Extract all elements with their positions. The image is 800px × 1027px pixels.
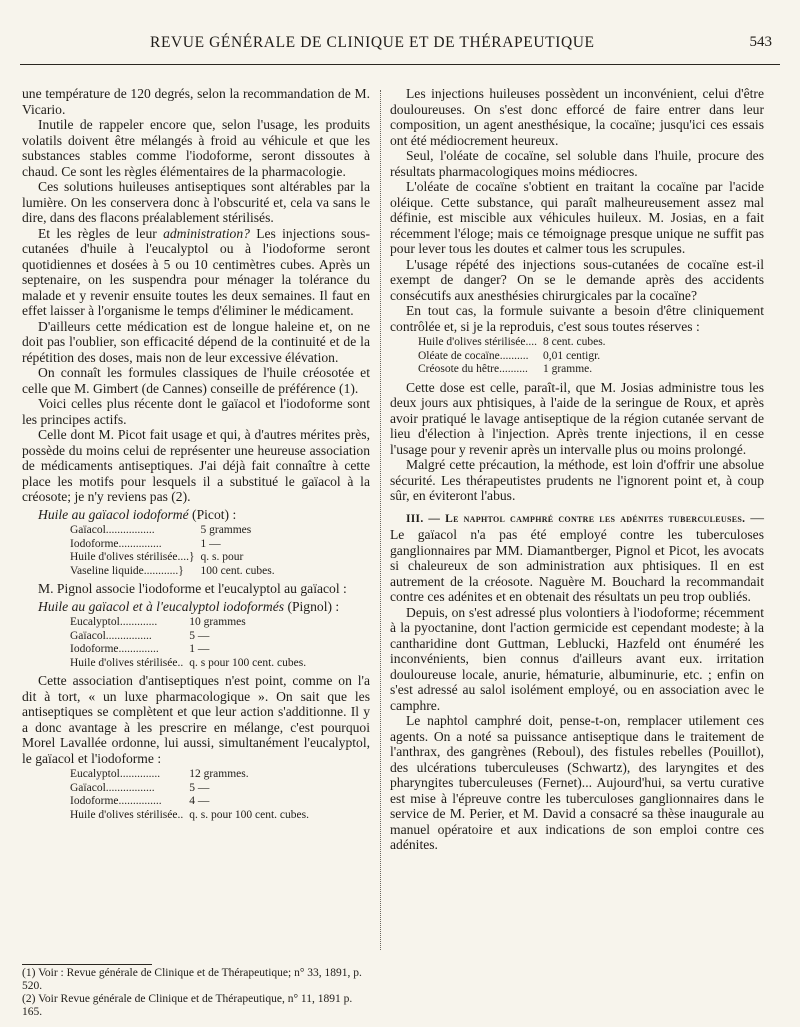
journal-title: REVUE GÉNÉRALE DE CLINIQUE ET DE THÉRAPEUTIQUE — [150, 34, 595, 51]
formula-title — [22, 507, 370, 523]
paragraph: En tout cas, la formule suivante a besoin d'être cliniquement contrôlée et, si je la reproduis, c'est sous toutes réserves : — [390, 303, 764, 334]
formula-table — [70, 616, 312, 670]
quantity: 4 — — [189, 795, 210, 807]
formula-row — [70, 657, 312, 671]
paragraph: Les injections huileuses possèdent un inconvénient, celui d'être douloureuses. On s'est donc efforcé de faire entrer dans leur composition, un agent anesthésique, la cocaïne; jusqu'ici ces essais ont été médiocrement heureux. — [390, 86, 764, 148]
ingredient: Eucalyptol............. — [70, 616, 158, 628]
quantity: q. s. pour 100 cent. cubes. — [189, 808, 309, 821]
section-paragraph — [390, 510, 764, 605]
ingredient: Oléate de cocaïne.......... — [418, 349, 529, 362]
footnote: (2) Voir Revue générale de Clinique et de Thérapeutique, n° 11, 1891 p. 165. — [22, 993, 353, 1018]
paragraph: Seul, l'oléate de cocaïne, sel soluble dans l'huile, procure des résultats pharmacologiques moins médiocres. — [390, 148, 764, 179]
ingredient: Huile d'olives stérilisée.... — [418, 336, 537, 348]
ingredient: Créosote du hêtre.......... — [418, 363, 528, 375]
column-divider — [380, 90, 381, 950]
ingredient: Iodoforme............... — [70, 795, 162, 807]
formula-row — [70, 524, 281, 538]
formula-author: (Pignol) : — [284, 598, 340, 614]
paragraph: Cette association d'antiseptiques n'est point, comme on l'a dit à tort, « un luxe pharmacologique ». On sait que les antiseptiques se complètent et que leur action s'additionne. Il y a donc avantage à les prescrire en mélange, c'est pourquoi Morel Lavallée ordonne, lui aussi, simultanément l'eucalyptol, le gaïacol et l'iodoforme : — [22, 673, 370, 766]
formula-row — [70, 795, 315, 809]
formula-row — [70, 616, 312, 630]
ingredient: Gaïacol................. — [70, 524, 155, 536]
quantity: 1 — — [200, 537, 221, 550]
quantity: 10 grammes — [189, 616, 246, 628]
paragraph: Malgré cette précaution, la méthode, est loin d'offrir une absolue sécurité. Les thérapeutistes prudents ne l'ignorent point et, à coup sûr, en éviteront l'abus. — [390, 457, 764, 503]
ingredient: Huile d'olives stérilisée.. — [70, 656, 184, 669]
quantity: 1 — — [189, 643, 210, 655]
text-run: Et les règles de leur — [38, 225, 164, 241]
paragraph: On connaît les formules classiques de l'huile créosotée et celle que M. Gimbert (de Cannes) conseille de préférence (1). — [22, 365, 370, 396]
formula-row — [70, 565, 281, 579]
formula-row — [418, 336, 612, 350]
formula-table — [418, 336, 612, 377]
ingredient: Iodoforme.............. — [70, 643, 159, 655]
header-rule — [20, 64, 780, 65]
paragraph: une température de 120 degrés, selon la recommandation de M. Vicario. — [22, 86, 370, 117]
quantity: 5 — — [189, 781, 210, 794]
ingredient: Eucalyptol.............. — [70, 768, 161, 780]
quantity: 1 gramme. — [542, 363, 593, 375]
formula-title — [22, 599, 370, 615]
formula-row — [70, 630, 312, 644]
formula-name: Huile au gaïacol iodoformé — [38, 506, 189, 522]
formula-row — [70, 643, 312, 657]
ingredient: Gaïacol................. — [70, 781, 155, 794]
paragraph: Cette dose est celle, paraît-il, que M. Josias administre tous les deux jours aux phtisiques, à l'aide de la seringue de Roux, et après avoir pratiqué le lavage antiseptique de la région cutanée servant de lieu d'élection à l'injection. Après trente injections, il en cesse l'usage pour y revenir après un intervalle plus ou moins prolongé. — [390, 379, 764, 457]
emphasis: administration? — [163, 225, 250, 241]
page-number: 543 — [749, 34, 772, 50]
paragraph: Inutile de rappeler encore que, selon l'usage, les produits volatils doivent être mélangés à froid au véhicule et que les substances stables comme l'iodoforme, seront dissoutes à chaud. Ce sont les règles élémentaires de la pharmacologie. — [22, 117, 370, 179]
section-heading: III. — Le naphtol camphré contre les adénites tuberculeuses. — [406, 512, 746, 525]
formula-name: Huile au gaïacol et à l'eucalyptol iodoformés — [38, 598, 285, 614]
ingredient: Huile d'olives stérilisée.. — [70, 808, 184, 821]
quantity: 0,01 centigr. — [542, 349, 601, 362]
quantity: 5 grammes — [200, 524, 252, 536]
paragraph: Celle dont M. Picot fait usage et qui, à d'autres mérites près, possède du moins celui de représenter une heureuse association de médicaments antiseptiques. J'ai déjà fait connaître à cette place les motifs pour lesquels il a substitué le gaïacol à la créosote; je n'y reviens pas (2). — [22, 427, 370, 504]
formula-row — [70, 782, 315, 796]
paragraph: Voici celles plus récente dont le gaïacol et l'iodoforme sont les principes actifs. — [22, 396, 370, 427]
text-run: Les injections sous-cutanées d'huile à l'eucalyptol ou à l'iodoforme seront quotidiennes et dosées à 5 ou 10 centimètres cubes. Après un septenaire, on les suspendra pour ménager la tolérance du malade et y revenir ensuite toutes les deux semaines. Il faut en effet laisser à l'organisme le temps d'éliminer le médicament. — [22, 225, 370, 318]
paragraph: Depuis, on s'est adressé plus volontiers à l'iodoforme; récemment à la pyoctanine, dont l'action germicide est cependant modeste; à la cantharidine dont Guttman, Leblucki, Hazfeld ont énuméré les inconvénients, bien connus d'ailleurs avant eux. irritation douloureuse locale, anurie, hématurie, albuminurie, etc. ; enfin on s'est adressé au salol isolément employé, ou en association avec le camphre. — [390, 604, 764, 713]
formula-row — [70, 809, 315, 823]
footnote: (1) Voir : Revue générale de Clinique et de Thérapeutique; n° 33, 1891, p. 520. — [22, 967, 362, 992]
quantity: 100 cent. cubes. — [200, 564, 275, 577]
paragraph: Le naphtol camphré doit, pense-t-on, remplacer utilement ces agents. On a noté sa puissance antiseptique dans le traitement de l'anthrax, des gangrènes (Reboul), des fistules rebelles (Pouillot), des ulcérations tuberculeuses (Schwartz), des laryngites et des pharyngites tuberculeuses (Fernet)... Aujourd'hui, sa vertu curative est mise à l'épreuve contre les tuberculoses ganglionnaires dans le service de M. Perier, et M. David a consacré sa thèse inaugurale au manuel opératoire et aux indications de son emploi contre ces adénites. — [390, 713, 764, 852]
ingredient: Vaseline liquide............} — [70, 564, 184, 577]
paragraph: Ces solutions huileuses antiseptiques sont altérables par la lumière. On les conservera donc à l'obscurité et, cela va sans le dire, dans des flacons préalablement stérilisés. — [22, 179, 370, 225]
footnotes — [22, 964, 370, 1019]
formula-table — [70, 768, 315, 822]
formula-row — [70, 768, 315, 782]
paragraph: L'oléate de cocaïne s'obtient en traitant la cocaïne par l'acide oléique. Cette substance, qui paraît malheureusement assez mal définie, est miscible aux véhicules huileux. M. Josias, en a fait récemment l'éloge; mais ce témoignage presque unique ne suffit pas pour lever tous les doutes et calmer tous les scrupules. — [390, 179, 764, 256]
formula-row — [418, 363, 612, 377]
right-column — [390, 86, 764, 853]
formula-table — [70, 524, 281, 578]
left-column — [22, 86, 370, 825]
ingredient: Huile d'olives stérilisée....} — [70, 551, 195, 563]
quantity: q. s pour 100 cent. cubes. — [189, 656, 307, 669]
formula-author: (Picot) : — [188, 506, 237, 522]
formula-row — [418, 350, 612, 364]
paragraph: D'ailleurs cette médication est de longue haleine et, on ne doit pas l'oublier, son efficacité dépend de la continuité et de la répétition des doses, mais non de leur excessive élévation. — [22, 318, 370, 365]
footnote-rule — [22, 964, 152, 965]
paragraph: M. Pignol associe l'iodoforme et l'eucalyptol au gaïacol : — [38, 581, 347, 596]
paragraph: L'usage répété des injections sous-cutanées de cocaïne est-il exempt de danger? On se le demande après des accidents consécutifs aux anesthésies chirurgicales par la cocaïne? — [390, 256, 764, 303]
quantity: 5 — — [189, 629, 210, 642]
paragraph — [22, 226, 370, 319]
formula-row — [70, 538, 281, 552]
quantity: q. s. pour — [200, 551, 244, 563]
ingredient: Iodoforme............... — [70, 537, 162, 550]
quantity: 12 grammes. — [189, 768, 249, 780]
quantity: 8 cent. cubes. — [542, 336, 606, 348]
formula-row — [70, 551, 281, 565]
ingredient: Gaïacol................ — [70, 629, 152, 642]
text-run: — Le gaïacol n'a pas été employé contre les tuberculoses ganglionnaires par MM. Diamantberger, Pignol et Picot, les avocats si chaleureux de son administration aux phtisiques. Il en est autrement de la créosote. Naguère M. Bouchard la recommandait contre ces adénites et en obtenait des résultats un peu trop oubliés. — [390, 509, 764, 604]
running-header — [20, 34, 780, 56]
